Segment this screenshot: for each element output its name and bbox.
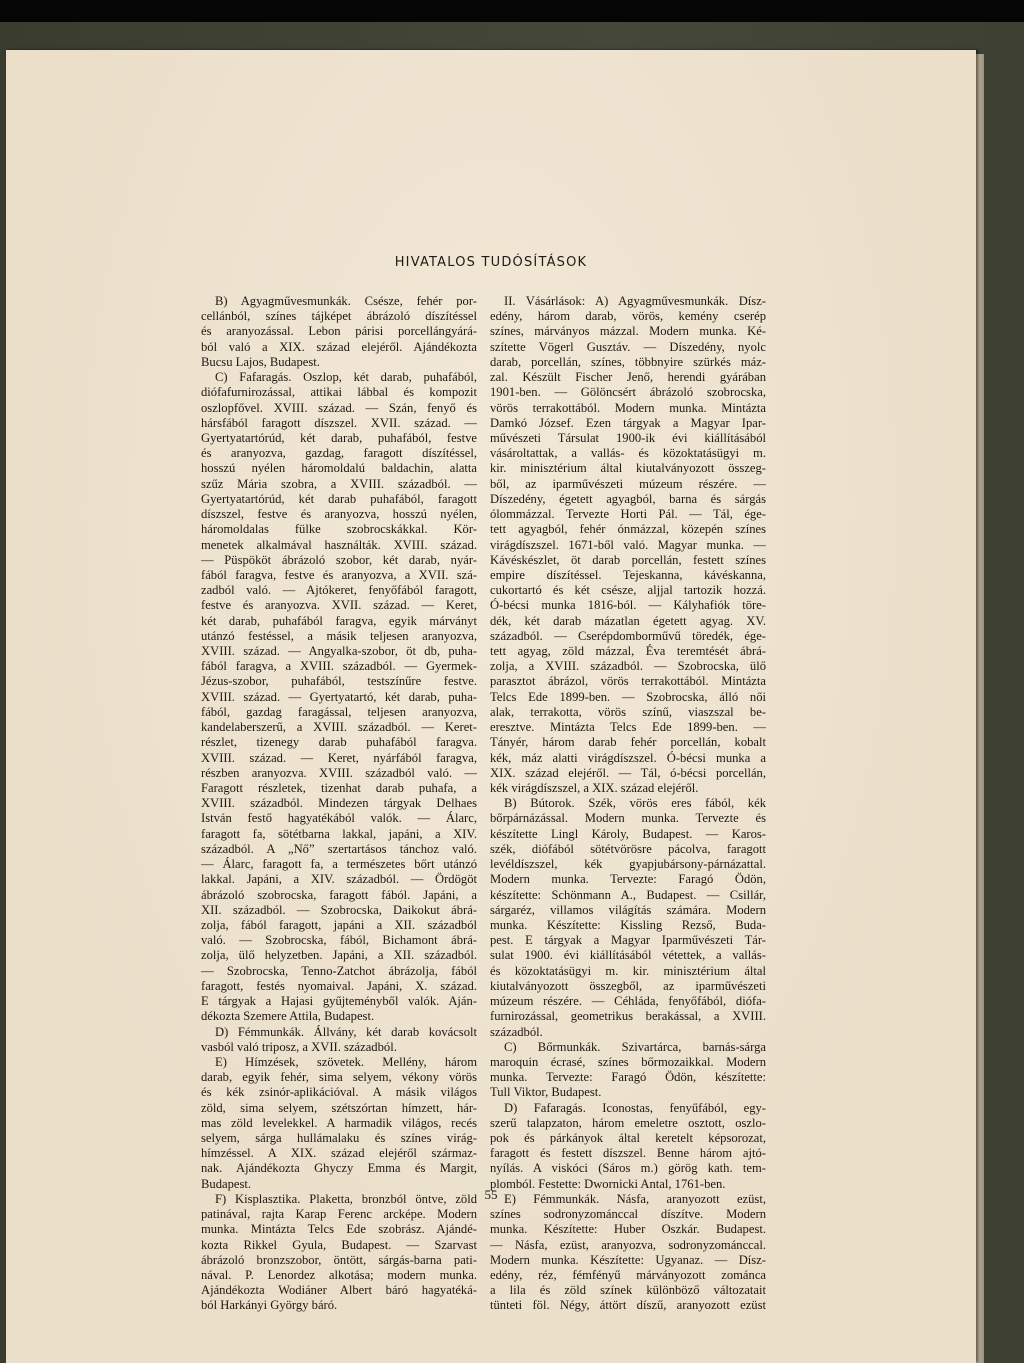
text-line: lakkal. Japáni, a XIV. századból. — Ördögöt (201, 872, 477, 887)
text-line: Bucsu Lajos, Budapest. (201, 354, 320, 369)
text-line: utánzó festéssel, a másik teljesen aranyozva, (201, 628, 477, 643)
text-line: C) Fafaragás. Oszlop, két darab, puhafából, (215, 370, 477, 385)
text-line: fából, gazdag faragással, teljesen aranyozva, (201, 704, 477, 719)
text-line: zolja, a XVIII. századból. — Szobrocska, ülő (490, 659, 766, 674)
text-line: ból Harkányi György báró. (201, 1298, 338, 1313)
text-line: vásároltattak, a vallás- és közoktatásügyi m. (490, 446, 766, 461)
text-line: Gyertyatartórúd, két darab, puhafából, festve (201, 430, 477, 445)
text-line: faragott és festett díszszel. Benne három ajtó- (490, 1146, 766, 1161)
text-line: pest. E tárgyak a Magyar Iparművészeti Tár- (490, 933, 766, 948)
text-line: kozta Rikkel Gyula, Budapest. — Szarvast (201, 1237, 477, 1252)
text-line: színes sodronyzománccal díszítve. Modern (490, 1207, 766, 1222)
book-page (6, 50, 976, 1363)
text-line: szerű talapzaton, három emeletre osztott, oszlo- (490, 1115, 766, 1130)
text-line: B) Agyagművesmunkák. Csésze, fehér por- (215, 294, 477, 308)
text-line: diófafurnirozással, attikai lábbal és kompozit (201, 385, 477, 400)
text-line: zadból való. — Ajtókeret, fenyőfából faragott, (201, 583, 477, 598)
text-line: furnirozással, geometrikus berakással, a XVIII. (490, 1009, 766, 1024)
text-line: faragott fa, sötétbarna lakkal, japáni, a XIV. (201, 826, 477, 841)
text-line: Ó-bécsi munka 1816-ból. — Kályhafiók töre- (490, 598, 766, 613)
text-line: részlet, tizenegy darab puhafából faragva. (201, 735, 477, 750)
text-line: vörös terrakottából. Modern munka. Mintázta (490, 400, 766, 415)
text-line: fából faragva, festve és aranyozva, a XVII. szá- (201, 567, 477, 582)
text-line: és közoktatásügyi m. kir. minisztérium által (490, 963, 766, 978)
text-line: nyílás. A viskóci (Sáros m.) görög kath. tem- (490, 1161, 766, 1176)
text-line: szék, diófából sötétvörösre pácolva, faragott (490, 841, 766, 856)
text-line: festve és aranyozva. XVII. század. — Keret, (201, 598, 477, 613)
text-line: Ajándékozta Wodiáner Albert báró hagyatéká- (201, 1283, 477, 1298)
text-line: zöld, sima selyem, szétszórtan hímzett, hár- (201, 1100, 477, 1115)
text-line: E) Hímzések, szövetek. Mellény, három (215, 1054, 477, 1069)
text-line: D) Fafaragás. Iconostas, fenyűfából, egy- (504, 1100, 766, 1115)
text-line: tett agyagból, fehér ónmázzal, közepén színes (490, 522, 766, 537)
text-line: Kávéskészlet, öt darab porcellán, festett színes (490, 552, 766, 567)
text-line: mas zöld levelekkel. A harmadik világos, recés (201, 1115, 477, 1130)
text-line: Damkó József. Ezen tárgyak a Magyar Ipar- (490, 415, 766, 430)
text-line: darab, egyik fehér, sima selyem, vékony vörös (201, 1070, 477, 1085)
text-line: bőrpárnázással. Modern munka. Tervezte és (490, 811, 766, 826)
text-line: pok és párkányok által keretelt képsorozat, (490, 1131, 766, 1146)
text-line: Tányér, három darab fehér porcellán, kobalt (490, 735, 766, 750)
text-column-left (201, 294, 477, 1314)
text-line: szítette Vögerl Gusztáv. — Díszedény, nyolc (490, 339, 766, 354)
text-line: Faragott részletek, tizenhat darab puhafa, a (201, 781, 477, 795)
text-line: századból. A „Nő” szertartásos tánchoz való. (201, 841, 477, 856)
text-line: munka. Készítette: Kissling Rezső, Buda- (490, 917, 766, 932)
text-line: századból. (490, 1024, 543, 1039)
text-line: háromoldalas fülke szobrocskákkal. Kör- (201, 522, 477, 537)
text-line: Jézus-szobor, puhafából, testszínűre festve. (201, 674, 477, 689)
text-line: XII. századból. — Szobrocska, Daikokut ábrá- (201, 902, 477, 917)
text-line: munka. Mintázta Telcs Ede szobrász. Ajándé- (201, 1222, 477, 1237)
text-line: darab, porcellán, színes, többnyire szürkés máz- (490, 354, 766, 369)
text-line: zolja, ülő helyzetben. Japáni, a XII. századból. (201, 948, 477, 963)
text-line: sárgaréz, villamos világítás számára. Modern (490, 902, 766, 917)
text-line: F) Kisplasztika. Plaketta, bronzból öntve, zöld (215, 1191, 477, 1206)
text-line: díszszel, festve és aranyozva, hosszú nyélen, (201, 507, 477, 522)
text-line: levéldíszszel, kék gyapjubársony-párnázattal. (490, 857, 766, 872)
text-line: — Püspököt ábrázoló szobor, két darab, nyár- (201, 552, 477, 567)
text-line: XVIII. század. — Gyertyatartó, két darab, puha- (201, 689, 477, 704)
text-line: a lila és zöld színek különböző változatait (490, 1283, 766, 1298)
text-line: két darab, puhafából faragva, egyik márványt (201, 613, 477, 628)
text-line: alak, terrakotta, vörös színű, viaszszal be- (490, 704, 766, 719)
text-line: II. Vásárlások: A) Agyagművesmunkák. Dísz- (504, 294, 766, 308)
text-line: kék, máz alatti virágdíszszel. Ó-bécsi munka a (490, 750, 766, 765)
text-line: ból való a XIX. század elejéről. Ajándékozta (201, 339, 477, 354)
text-line: parasztot ábrázol, vörös terrakottából. Mintázta (490, 674, 766, 689)
text-line: kir. minisztérium által kiutalványozott összeg- (490, 461, 766, 476)
text-line: XIX. század elejéről. — Tál, ó-bécsi porcellán, (490, 765, 766, 780)
text-line: István festő hagyatékából valók. — Álarc, (201, 811, 477, 826)
text-line: szűz Mária szobra, a XVIII. századból. — (201, 476, 477, 491)
text-line: Telcs Ede 1899-ben. — Szobrocska, álló női (490, 689, 766, 704)
text-line: — Násfa, ezüst, aranyozva, sodronyzománccal. (490, 1237, 766, 1252)
text-line: és aranyozva, gazdag, faragott díszítéssel, (201, 446, 477, 461)
text-line: XVIII. század. — Angyalka-szobor, öt db, puha- (201, 644, 477, 659)
text-line: C) Bőrmunkák. Szivartárca, barnás-sárga (504, 1039, 766, 1054)
text-line: való. — Szobrocska, fából, Bichamont ábrá- (201, 933, 477, 948)
text-line: hosszú nyélen háromoldalú baldachin, alatta (201, 461, 477, 476)
text-line: századból. — Cserépdomborművű töredék, ége- (490, 628, 766, 643)
page-number: 55 (484, 1187, 498, 1202)
text-line: Modern munka. Készítette: Ugyanaz. — Dísz- (490, 1252, 766, 1267)
text-line: sulat 1900. évi kiállításából vétettek, a vallás- (490, 948, 766, 963)
text-line: 1901-ben. — Gölöncsért ábrázoló szobrocska, (490, 385, 766, 400)
text-line: XVIII. századból. Mindezen tárgyak Delhaes (201, 796, 477, 811)
text-line: munka. Tervezte: Faragó Ödön, készítette: (490, 1070, 766, 1085)
text-line: — Szobrocska, Tenno-Zatchot ábrázolja, fából (201, 963, 477, 978)
text-line: eresztve. Mintázta Telcs Ede 1899-ben. — (490, 720, 766, 735)
text-line: részben aranyozva. XVIII. századból való. — (201, 765, 477, 780)
text-line: zal. Készült Fischer Jenő, herendi gyárában (490, 370, 766, 385)
text-line: nak. Ajándékozta Ghyczy Emma és Margit, (201, 1161, 477, 1176)
text-line: tünteti föl. Négy, áttört díszű, aranyozott ezüst (490, 1298, 766, 1313)
text-column-right (490, 294, 766, 1314)
text-line: nával. P. Lenordez alkotása; modern munka. (201, 1268, 477, 1282)
text-line: virágdíszszel. 1671-ből való. Magyar munka. — (490, 537, 766, 552)
text-line: kandelaberszerű, a XVIII. századból. — Keret- (201, 720, 477, 735)
text-line: ólommázzal. Tervezte Horti Pál. — Tál, ége- (490, 507, 766, 522)
text-line: oszlopfővel. XVIII. század. — Szán, fenyő és (201, 400, 477, 415)
text-line: vasból való triposz, a XVII. századból. (201, 1039, 397, 1054)
text-line: patinával, rajta Karap Ferenc arcképe. Modern (201, 1207, 477, 1222)
page-edge (976, 54, 984, 1363)
text-line: zolja, fából faragott, japáni a XII. századból (201, 917, 477, 932)
text-line: kék virágdíszszel, a XIX. század elejéről. (490, 781, 699, 795)
text-line: Díszedény, égetett agyagból, barna és sárgás (490, 491, 766, 506)
text-line: D) Fémmunkák. Állvány, két darab kovácsolt (215, 1024, 477, 1039)
text-line: színes, márványos mázzal. Modern munka. Ké- (490, 324, 766, 339)
text-line: és aranyozással. Lebon párisi porcellángyárá- (201, 324, 477, 339)
text-line: hímzéssel. A XIX. század elejéről származ- (201, 1146, 477, 1161)
text-line: — Álarc, faragott fa, a természetes bőrt utánzó (201, 857, 477, 872)
text-line: művészeti Társulat 1900-ik évi kiállításából (490, 430, 766, 445)
text-line: Modern munka. Tervezte: Faragó Ödön, (490, 872, 766, 887)
text-line: cukortartó és két csésze, aljjal tartozik hozzá. (490, 583, 766, 598)
text-line: ábrázoló bronzszobor, öntött, sárgás-barna pati- (201, 1252, 477, 1267)
text-line: hársfából faragott díszszel. XVII. század. — (201, 415, 477, 430)
text-line: ből, az iparművészeti múzeum részére. — (490, 476, 766, 491)
text-line: Gyertyatartórúd, két darab puhafából, faragott (201, 491, 477, 506)
running-head: HIVATALOS TUDÓSÍTÁSOK (394, 255, 588, 270)
text-line: ábrázoló szobrocska, faragott fából. Japáni, a (201, 887, 477, 902)
text-line: faragott, festés nyomaival. Japáni, X. század. (201, 978, 477, 993)
text-line: fából faragva, a XVIII. századból. — Gyermek- (201, 659, 477, 674)
text-line: plomból. Festette: Dwornicki Antal, 1761-ben. (490, 1176, 726, 1191)
text-line: menetek alkalmával használták. XVIII. század. (201, 537, 477, 552)
text-line: XVIII. század. — Keret, nyárfából faragva, (201, 750, 477, 765)
text-line: maroquin écrasé, színes bőrmozaikkal. Modern (490, 1054, 766, 1069)
text-line: Tull Viktor, Budapest. (490, 1085, 602, 1100)
text-line: és kék zsinór-aplikációval. A másik világos (201, 1085, 477, 1100)
text-line: tett agyag, zöld mázzal, Éva teremtését ábrá- (490, 644, 766, 659)
text-line: empire díszítéssel. Tejeskanna, kávéskanna, (490, 567, 766, 582)
text-line: B) Bútorok. Szék, vörös eres fából, kék (504, 796, 766, 811)
text-line: Budapest. (201, 1176, 252, 1191)
text-line: dék, két darab mázatlan égetett agyag. XV. (490, 613, 766, 628)
text-line: E tárgyak a Hajasi gyűjteményből valók. Aján- (201, 994, 477, 1009)
text-line: cellánból, színes tájképet ábrázoló díszítéssel (201, 309, 477, 324)
text-line: edény, három darab, vörös, kemény cserép (490, 309, 766, 324)
text-line: kiutalványozott összegből, az iparművészeti (490, 978, 766, 993)
text-line: E) Fémmunkák. Násfa, aranyozott ezüst, (504, 1191, 766, 1206)
text-line: munka. Készítette: Huber Oszkár. Budapest. (490, 1222, 766, 1237)
text-line: edény, réz, fémfényű márványozott zománca (490, 1268, 766, 1282)
text-line: készítette: Schönmann A., Budapest. — Csillár, (490, 887, 766, 902)
text-line: dékozta Szemere Attila, Budapest. (201, 1009, 375, 1024)
text-line: készítette Lingl Károly, Budapest. — Karos- (490, 826, 766, 841)
text-line: selyem, sárga hullámalaku és színes virág- (201, 1131, 477, 1146)
text-line: múzeum részére. — Céhláda, fenyőfából, diófa- (490, 994, 766, 1009)
